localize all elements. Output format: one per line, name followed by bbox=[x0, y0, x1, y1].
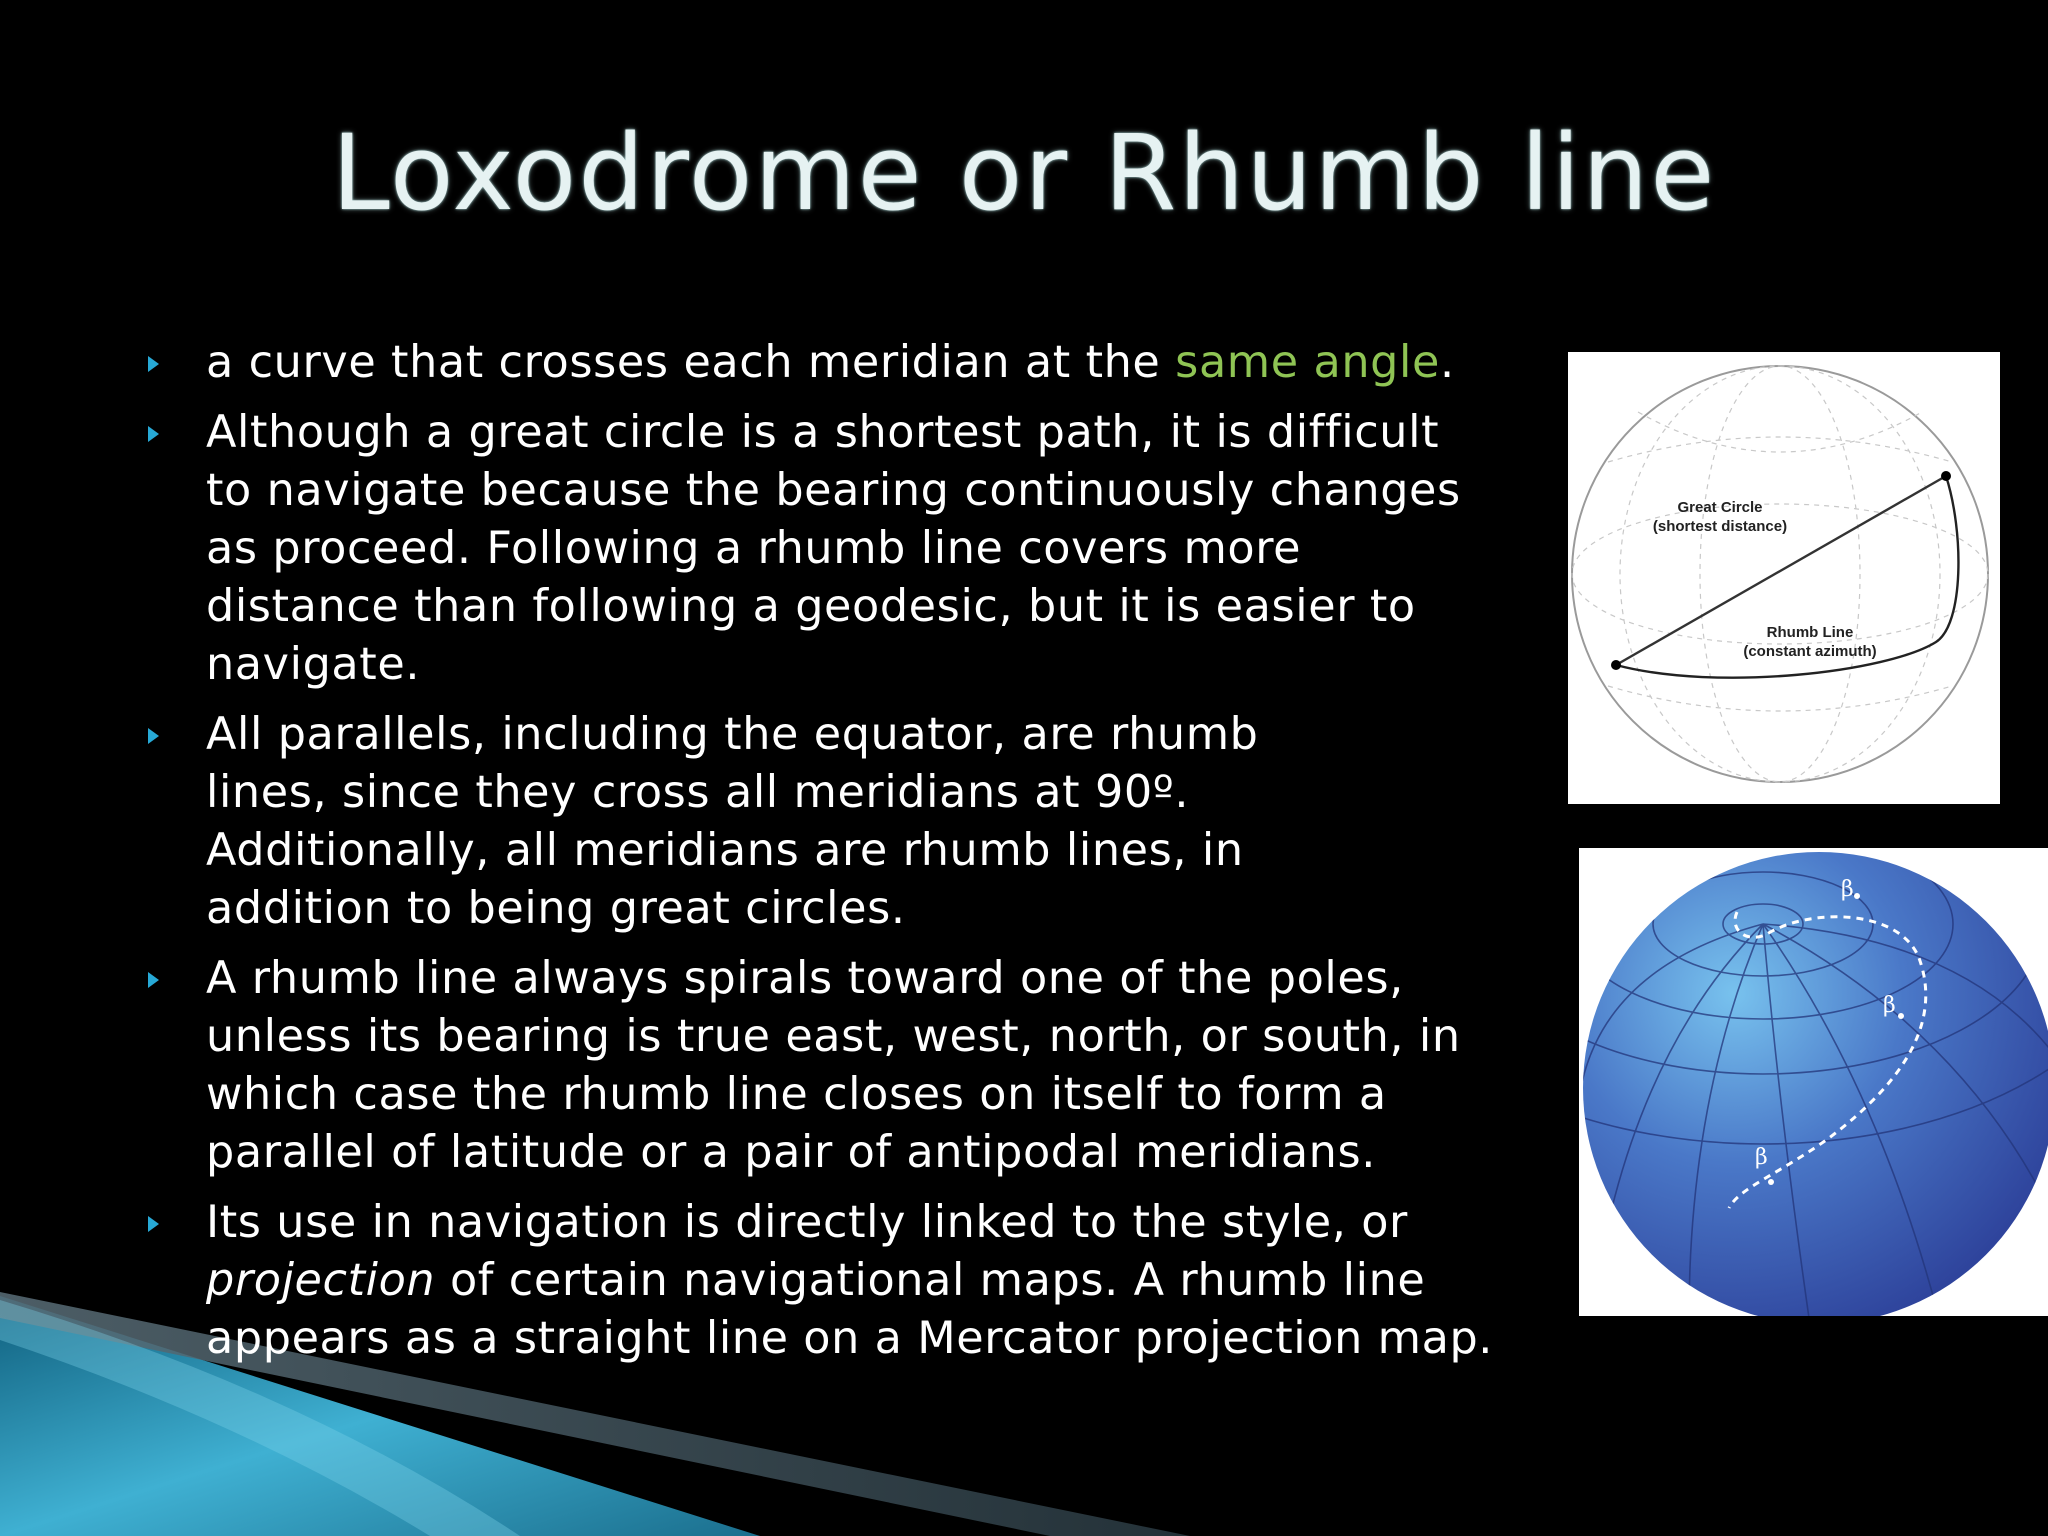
bullet-arrow-icon bbox=[148, 1216, 159, 1232]
bullet-text: Its use in navigation is directly linked to the style, or bbox=[206, 1197, 1408, 1248]
bullet-list bbox=[148, 334, 1498, 1380]
bullet-text: a curve that crosses each meridian at the bbox=[206, 337, 1176, 388]
highlight-text: same angle bbox=[1175, 337, 1440, 388]
angle-beta-label: β bbox=[1755, 1145, 1768, 1170]
bullet-item bbox=[148, 1194, 1498, 1368]
loxodrome-globe-figure bbox=[1579, 848, 2048, 1316]
great-circle-figure bbox=[1568, 352, 2000, 804]
rhumb-line-label: Rhumb Line bbox=[1766, 624, 1854, 641]
bullet-text: of certain navigational maps. A rhumb line appears as a straight line on a Mercator projection map. bbox=[206, 1255, 1494, 1364]
angle-beta-label: β bbox=[1841, 877, 1854, 902]
bullet-text: Although a great circle is a shortest path, it is difficult to navigate because the bearing continuously changes as proceed. Following a rhumb line covers more distance than following a geodesic, but it is easier to navigate. bbox=[206, 407, 1461, 690]
slide-title: Loxodrome or Rhumb line bbox=[331, 112, 1717, 234]
bullet-text: All parallels, including the equator, are rhumb lines, since they cross all meridians at 90º. Additionally, all meridians are rhumb lines, in addition to being great circles. bbox=[206, 709, 1259, 934]
great-circle-sublabel: (shortest distance) bbox=[1652, 518, 1788, 535]
bullet-text: . bbox=[1439, 337, 1455, 388]
bullet-arrow-icon bbox=[148, 426, 159, 442]
bullet-text: A rhumb line always spirals toward one of the poles, unless its bearing is true east, west, north, or south, in which case the rhumb line closes on itself to form a parallel of latitude or a pair of antipodal meridians. bbox=[206, 953, 1461, 1178]
loxodrome-globe-diagram bbox=[1579, 848, 2048, 1316]
bullet-arrow-icon bbox=[148, 728, 159, 744]
bullet-item bbox=[148, 706, 1498, 938]
great-circle-diagram bbox=[1568, 352, 2000, 804]
angle-beta-label: β bbox=[1883, 993, 1896, 1018]
italic-text: projection bbox=[206, 1255, 436, 1306]
bullet-arrow-icon bbox=[148, 356, 159, 372]
bullet-item bbox=[148, 404, 1498, 694]
bullet-item bbox=[148, 950, 1498, 1182]
great-circle-label: Great Circle bbox=[1677, 499, 1763, 516]
bullet-arrow-icon bbox=[148, 972, 159, 988]
bullet-item bbox=[148, 334, 1498, 392]
rhumb-line-sublabel: (constant azimuth) bbox=[1743, 643, 1877, 660]
